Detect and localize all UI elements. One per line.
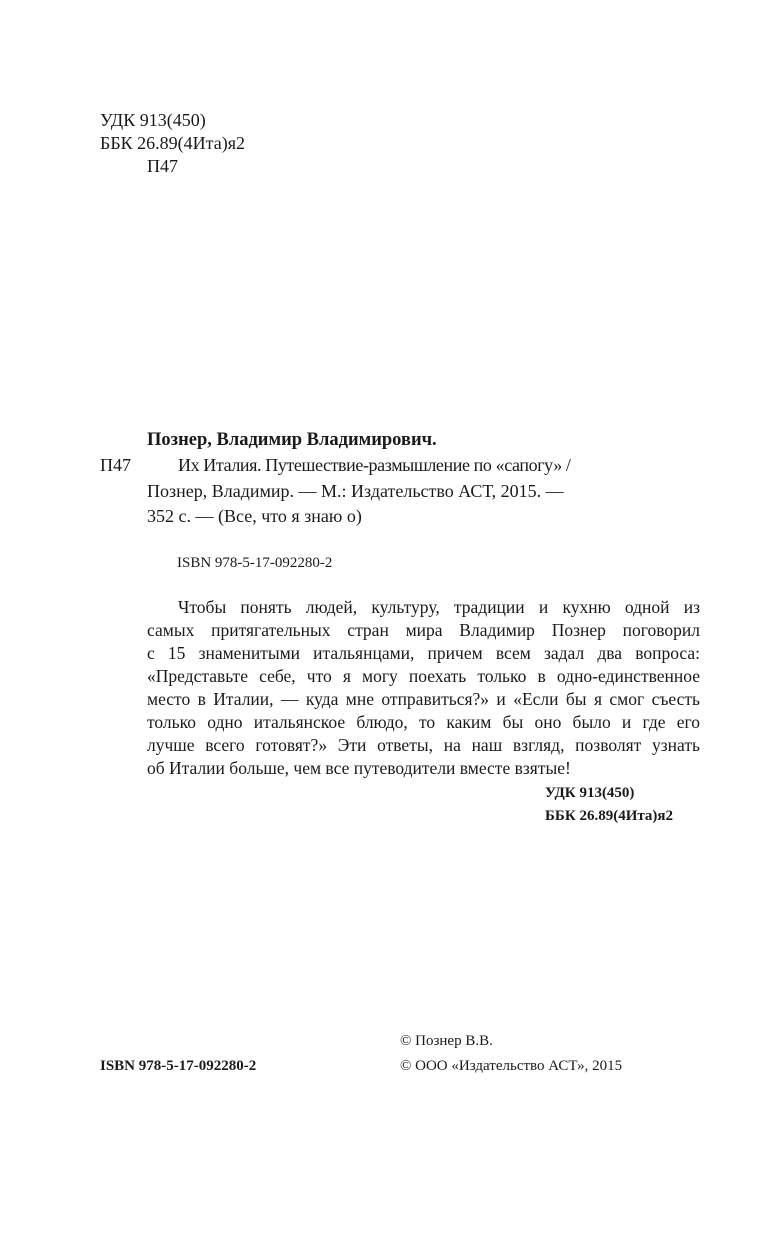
copyright-author: © Познер В.В. xyxy=(400,1033,493,1049)
isbn-bottom: ISBN 978-5-17-092280-2 xyxy=(100,1058,257,1074)
entry-title-line: 352 с. — (Все, что я знаю о) xyxy=(147,506,362,526)
annotation-line: об Италии больше, чем все путеводители вместе взятые! xyxy=(147,758,571,778)
entry-mark: П47 xyxy=(100,455,131,475)
bbk-code: ББК 26.89(4Ита)я2 xyxy=(100,133,246,153)
annotation-line: с 15 знаменитыми итальянцами, причем всем задал два вопроса: xyxy=(147,643,700,663)
author-mark: П47 xyxy=(147,156,178,176)
annotation-line: «Представьте себе, что я могу поехать только в одно-единственное xyxy=(147,666,700,686)
entry-author: Познер, Владимир Владимирович. xyxy=(147,430,437,450)
udk-code: УДК 913(450) xyxy=(100,110,206,130)
entry-isbn: ISBN 978-5-17-092280-2 xyxy=(177,555,333,571)
annotation-line: лучше всего готовят?» Эти ответы, на наш взгляд, позволят узнать xyxy=(147,735,700,755)
annotation-line: только одно итальянское блюдо, то каким бы оно было и где его xyxy=(147,712,700,732)
annotation-line: место в Италии, — куда мне отправиться?» и «Если бы я смог съесть xyxy=(147,689,700,709)
entry-title-line: Их Италия. Путешествие-размышление по «сапогу» / xyxy=(178,455,571,475)
footer-udk-code: УДК 913(450) xyxy=(545,785,635,801)
copyright-publisher: © ООО «Издательство АСТ», 2015 xyxy=(400,1058,623,1074)
annotation-line: Чтобы понять людей, культуру, традиции и кухню одной из xyxy=(178,597,700,617)
annotation-line: самых притягательных стран мира Владимир Познер поговорил xyxy=(147,620,700,640)
entry-title-line: Познер, Владимир. — М.: Издательство АСТ, 2015. — xyxy=(147,481,564,501)
footer-bbk-code: ББК 26.89(4Ита)я2 xyxy=(545,808,674,824)
